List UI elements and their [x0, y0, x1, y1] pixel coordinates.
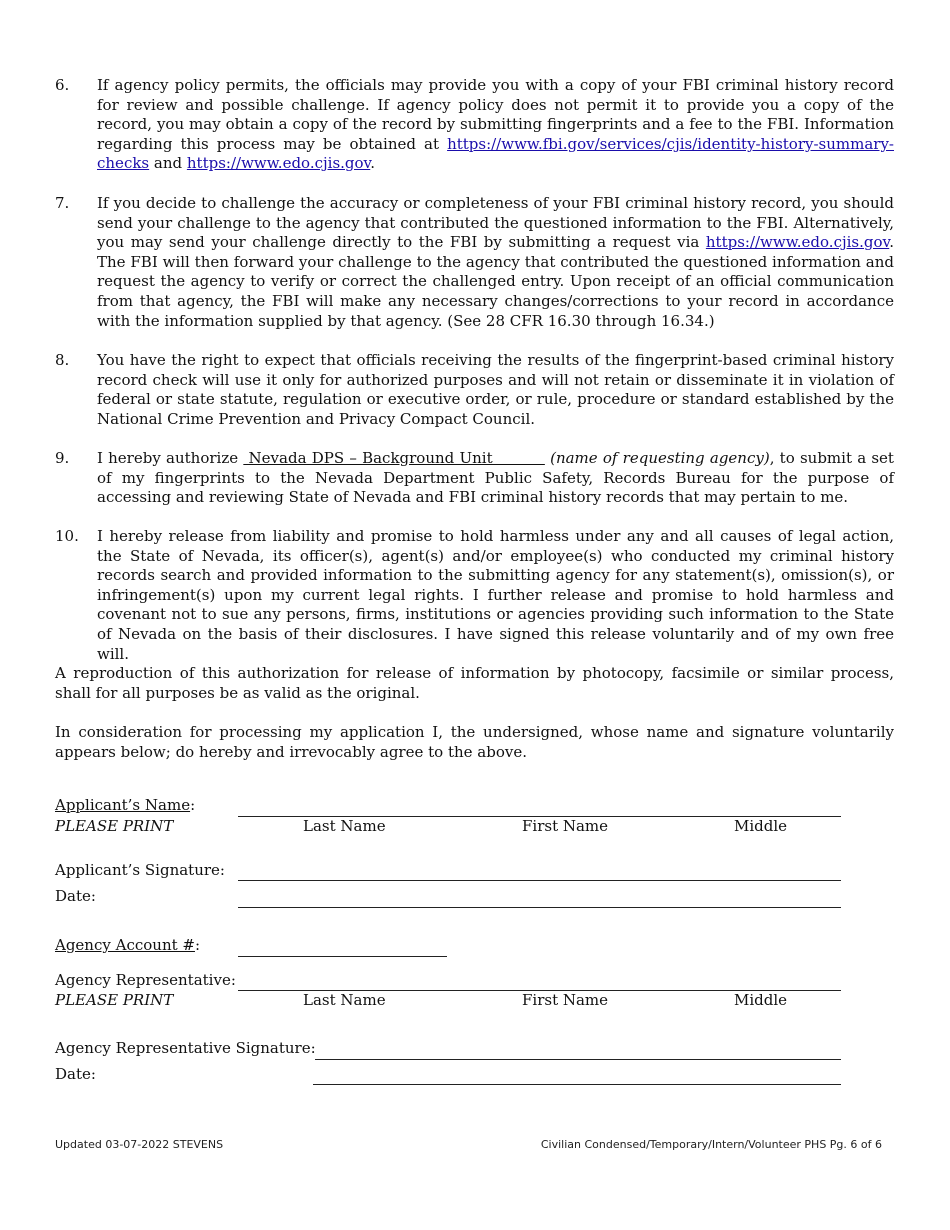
item-text: If agency policy permits, the officials may provide you with a copy of your FBI criminal history record for review and possible challenge. If agency policy does not permit it to provide you a copy of the record, you may obtain a copy of the record by submitting fingerprints and a fee to the FBI. Information regarding this process may be obtained at https://www.fbi.gov/services/cjis/identity-history-summary-checks and https://www.edo.cjis.gov. [97, 76, 894, 173]
item-number: 8. [55, 351, 70, 369]
list-item-6 [55, 76, 894, 174]
item-text: You have the right to expect that officials receiving the results of the fingerprint-based criminal history record check will use it only for authorized purposes and will not retain or disseminate it in violation of federal or state statute, regulation or executive order, or rule, procedure or standard established by the National Crime Prevention and Privacy Compact Council. [97, 351, 894, 428]
item-number: 7. [55, 194, 70, 212]
first-name-label: First Name [522, 991, 609, 1009]
item-number: 10. [55, 527, 79, 545]
item-text: If you decide to challenge the accuracy or completeness of your FBI criminal history record, you should send your challenge to the agency that contributed the questioned information to the FBI. Alternatively, you may send your challenge directly to the FBI by submitting a request via https://www.edo.cjis.gov. The FBI will then forward your challenge to the agency that contributed the questioned information and request the agency to verify or correct the challenged entry. Upon receipt of an official communication from that agency, the FBI will make any necessary changes/corrections to your record in accordance with the information supplied by that agency. (See 28 CFR 16.30 through 16.34.) [97, 194, 894, 330]
agency-rep-date-line[interactable] [313, 1084, 841, 1085]
footer-page-info: Civilian Condensed/Temporary/Intern/Volunteer PHS Pg. 6 of 6 [540, 1138, 882, 1151]
first-name-label: First Name [522, 817, 609, 835]
edo-cjis-link[interactable]: https://www.edo.cjis.gov [705, 233, 890, 252]
please-print-label: PLEASE PRINT [55, 817, 174, 835]
agency-rep-label: Agency Representative: [55, 971, 236, 989]
agency-rep-signature-line[interactable] [315, 1059, 841, 1060]
list-item-8 [55, 351, 894, 429]
applicant-date-label: Date: [55, 887, 96, 905]
agency-account-line[interactable] [238, 956, 447, 957]
fbi-identity-history-link[interactable]: https://www.fbi.gov/services/cjis/identity-history-summary-checks [97, 134, 894, 173]
list-item-7 [55, 194, 894, 331]
list-item-9 [55, 449, 894, 508]
reproduction-paragraph: A reproduction of this authorization for release of information by photocopy, facsimile or similar process, shall for all purposes be as valid as the original. [55, 664, 894, 702]
applicant-date-line[interactable] [238, 907, 841, 908]
list-item-10 [55, 527, 894, 664]
consideration-paragraph: In consideration for processing my application I, the undersigned, whose name and signature voluntarily appears below; do hereby and irrevocably agree to the above. [55, 723, 894, 761]
applicant-signature-line[interactable] [238, 880, 841, 881]
agency-account-label: Agency Account #: [55, 936, 201, 954]
edo-cjis-link[interactable]: https://www.edo.cjis.gov [186, 154, 371, 173]
item-text: I hereby authorize Nevada DPS – Background Unit (name of requesting agency), to submit a set of my fingerprints to the Nevada Department Public Safety, Records Bureau for the purpose of accessing and reviewing State of Nevada and FBI criminal history records that may pertain to me. [97, 449, 894, 507]
last-name-label: Last Name [303, 991, 386, 1009]
requesting-agency-field: Nevada DPS – Background Unit [243, 449, 545, 467]
applicant-signature-label: Applicant’s Signature: [55, 861, 225, 879]
middle-name-label: Middle [734, 817, 788, 835]
footer-updated: Updated 03-07-2022 STEVENS [55, 1138, 224, 1151]
agency-note: (name of requesting agency) [550, 449, 770, 467]
item-number: 6. [55, 76, 70, 94]
item-text: I hereby release from liability and promise to hold harmless under any and all causes of legal action, the State of Nevada, its officer(s), agent(s) and/or employee(s) who conducted my criminal history records search and provided information to the submitting agency for any statement(s), omission(s), or infringement(s) upon my current legal rights. I further release and promise to hold harmless and covenant not to sue any persons, firms, institutions or agencies providing such information to the State of Nevada on the basis of their disclosures. I have signed this release voluntarily and of my own free will. [97, 527, 894, 663]
middle-name-label: Middle [734, 991, 788, 1009]
applicant-name-label: Applicant’s Name: [55, 796, 196, 814]
please-print-label: PLEASE PRINT [55, 991, 174, 1009]
last-name-label: Last Name [303, 817, 386, 835]
agency-rep-date-label: Date: [55, 1065, 96, 1083]
agency-rep-signature-label: Agency Representative Signature: [55, 1039, 316, 1057]
item-number: 9. [55, 449, 70, 467]
